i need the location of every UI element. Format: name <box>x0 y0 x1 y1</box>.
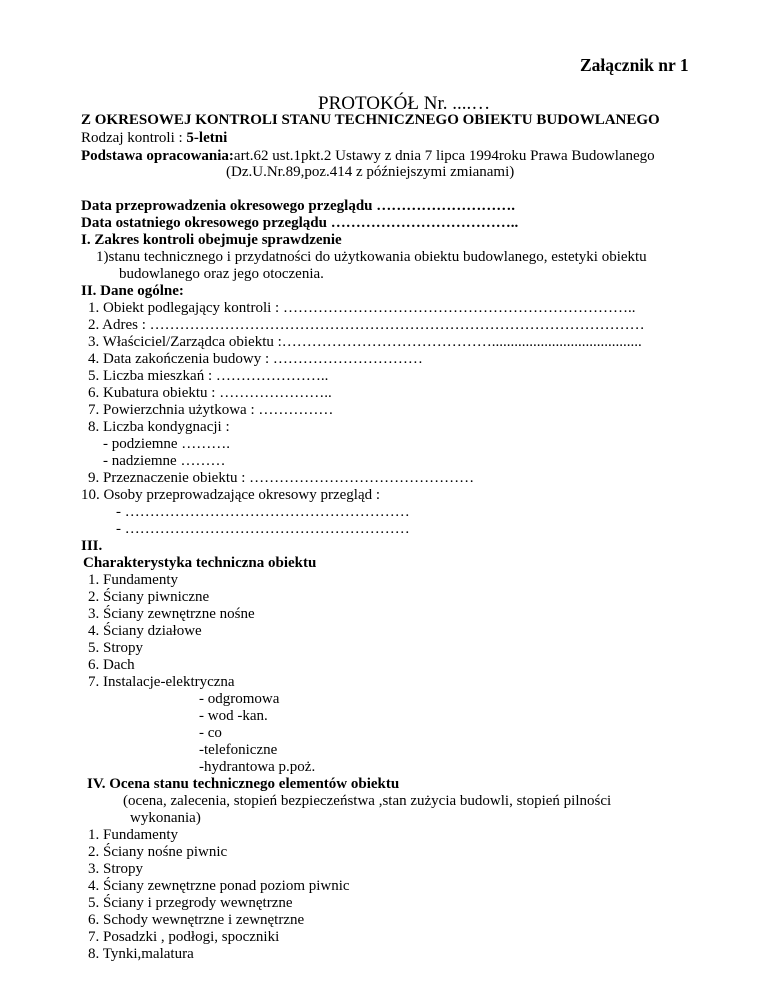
last-inspection-date: Data ostatniego okresowego przeglądu ……………………………….. <box>81 215 519 231</box>
list-item: - ………………………………………………… <box>116 521 410 537</box>
list-item: 3. Stropy <box>88 861 144 877</box>
section-3-heading: III. <box>81 538 103 554</box>
list-item: 4. Data zakończenia budowy : ………………………… <box>88 351 423 367</box>
list-item: 2. Ściany nośne piwnic <box>88 844 228 860</box>
list-item: -telefoniczne <box>199 742 278 758</box>
list-item: - co <box>199 725 222 741</box>
list-item: 2. Adres : ……………………………………………………………………………………… <box>88 317 645 333</box>
list-item: - odgromowa <box>199 691 280 707</box>
list-item: 7. Powierzchnia użytkowa : …………… <box>88 402 334 418</box>
list-item: - nadziemne ……… <box>103 453 226 469</box>
list-item: 6. Kubatura obiektu : ………………….. <box>88 385 332 401</box>
list-item: 1. Obiekt podlegający kontroli : …………………………………………………………….. <box>88 300 636 316</box>
control-type-value: 5-letni <box>186 130 228 146</box>
section-1-heading: I. Zakres kontroli obejmuje sprawdzenie <box>81 232 342 248</box>
section-4-heading: IV. Ocena stanu technicznego elementów obiektu <box>87 776 400 792</box>
list-item: 6. Dach <box>88 657 135 673</box>
section-1-line-2: budowlanego oraz jego otoczenia. <box>119 266 324 282</box>
section-1-line-1: 1)stanu technicznego i przydatności do użytkowania obiektu budowlanego, estetyki obiektu <box>96 249 647 265</box>
list-item: - wod -kan. <box>199 708 268 724</box>
list-item: 4. Ściany działowe <box>88 623 202 639</box>
list-item: 5. Stropy <box>88 640 144 656</box>
section-4-note-2: wykonania) <box>130 810 201 826</box>
list-item: 9. Przeznaczenie obiektu : ……………………………………… <box>88 470 475 486</box>
list-item: -hydrantowa p.poż. <box>199 759 316 775</box>
list-item: 7. Posadzki , podłogi, spoczniki <box>88 929 280 945</box>
list-item: 6. Schody wewnętrzne i zewnętrzne <box>88 912 305 928</box>
inspection-date: Data przeprowadzenia okresowego przeglądu ………………………. <box>81 198 516 214</box>
section-3-subheading: Charakterystyka techniczna obiektu <box>83 555 317 571</box>
legal-basis-reference: (Dz.U.Nr.89,poz.414 z późniejszymi zmianami) <box>226 164 515 180</box>
legal-basis-label: Podstawa opracowania: <box>81 148 234 164</box>
section-4-note-1: (ocena, zalecenia, stopień bezpieczeństwa ,stan zużycia budowli, stopień pilności <box>123 793 612 809</box>
list-item: 5. Ściany i przegrody wewnętrzne <box>88 895 293 911</box>
section-2-heading: II. Dane ogólne: <box>81 283 184 299</box>
list-item: 7. Instalacje-elektryczna <box>88 674 235 690</box>
list-item: 8. Liczba kondygnacji : <box>88 419 230 435</box>
list-item: 3. Ściany zewnętrzne nośne <box>88 606 255 622</box>
list-item: 5. Liczba mieszkań : ………………….. <box>88 368 329 384</box>
list-item: 1. Fundamenty <box>88 827 178 843</box>
list-item: 4. Ściany zewnętrzne ponad poziom piwnic <box>88 878 350 894</box>
list-item: 8. Tynki,malatura <box>88 946 194 962</box>
annex-label: Załącznik nr 1 <box>580 55 689 75</box>
list-item: 10. Osoby przeprowadzające okresowy przegląd : <box>81 487 381 503</box>
list-item: 1. Fundamenty <box>88 572 178 588</box>
legal-basis-text: art.62 ust.1pkt.2 Ustawy z dnia 7 lipca 1994roku Prawa Budowlanego <box>233 148 655 164</box>
list-item: - ………………………………………………… <box>116 504 410 520</box>
protocol-subtitle: Z OKRESOWEJ KONTROLI STANU TECHNICZNEGO OBIEKTU BUDOWLANEGO <box>81 112 660 128</box>
list-item: - podziemne ………. <box>103 436 231 452</box>
list-item: 3. Właściciel/Zarządca obiektu :……………………………………........................................ <box>88 334 642 350</box>
control-type-label: Rodzaj kontroli : <box>81 130 187 146</box>
control-type <box>81 129 227 147</box>
protocol-title: PROTOKÓŁ Nr. ....… <box>318 93 491 114</box>
list-item: 2. Ściany piwniczne <box>88 589 210 605</box>
